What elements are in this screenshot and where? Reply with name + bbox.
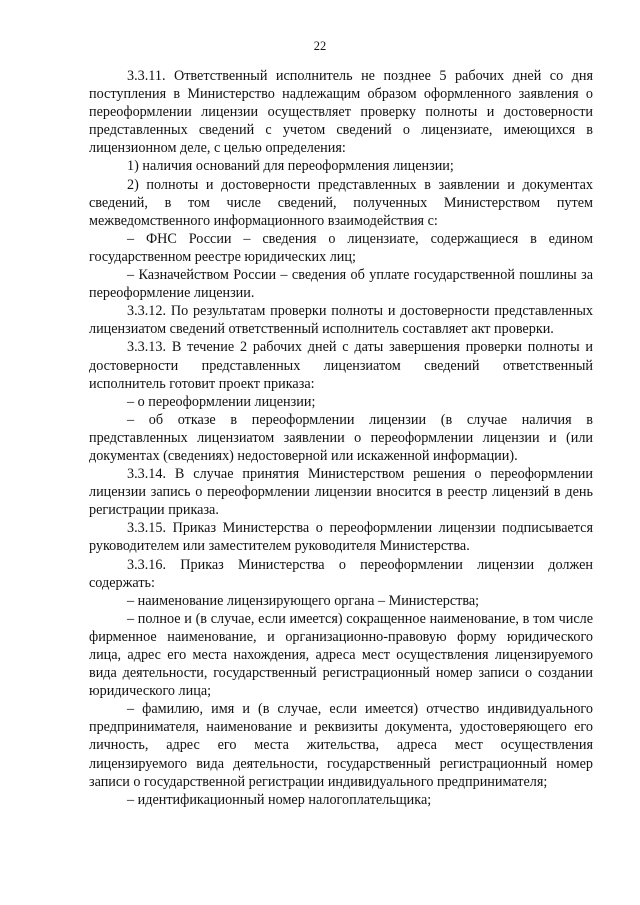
clause-3-3-16: 3.3.16. Приказ Министерства о переоформлении лицензии должен содержать: — [89, 556, 593, 591]
list-item-2: 2) полноты и достоверности представленных в заявлении и документах сведений, в том числе сведений, полученных Министерством путем межведомственного информационного взаимодействия с: — [89, 176, 593, 229]
clause-3-3-14: 3.3.14. В случае принятия Министерством решения о переоформлении лицензии запись о переоформлении лицензии вносится в реестр лицензий в день регистрации приказа. — [89, 466, 593, 519]
document-body — [89, 67, 593, 809]
clause-3-3-12: 3.3.12. По результатам проверки полноты и достоверности представленных лицензиатом сведений ответственный исполнитель составляет акт проверки. — [89, 303, 593, 338]
dash-item-authority: – наименование лицензирующего органа – Министерства; — [127, 592, 480, 609]
clause-3-3-15: 3.3.15. Приказ Министерства о переоформлении лицензии подписывается руководителем или заместителем руководителя Министерства. — [89, 520, 593, 555]
list-item-1: 1) наличия оснований для переоформления лицензии; — [127, 158, 454, 175]
dash-item-legal-entity: – полное и (в случае, если имеется) сокращенное наименование, в том числе фирменное наименование, и организационно-правовую форму юридического лица, адрес его места нахождения, адреса мест осуществления лицензируемого вида деятельности, государственный регистрационный номер записи о создании юридического лица; — [89, 610, 593, 700]
dash-item-refusal: – об отказе в переоформлении лицензии (в случае наличия в представленных лицензиатом заявлении о переоформлении лицензии и (или документах (сведениях) недостоверной или искаженной информации). — [89, 411, 593, 464]
page-number: 22 — [313, 39, 327, 53]
dash-item-inn: – идентификационный номер налогоплательщика; — [127, 791, 432, 808]
clause-3-3-13: 3.3.13. В течение 2 рабочих дней с даты завершения проверки полноты и достоверности представленных лицензиатом сведений ответственный исполнитель готовит проект приказа: — [89, 339, 593, 392]
dash-item-fns: – ФНС России – сведения о лицензиате, содержащиеся в едином государственном реестре юридических лиц; — [89, 230, 593, 265]
dash-item-reissue: – о переоформлении лицензии; — [127, 393, 316, 410]
dash-item-treasury: – Казначейством России – сведения об уплате государственной пошлины за переоформление лицензии. — [89, 267, 593, 302]
clause-3-3-11: 3.3.11. Ответственный исполнитель не позднее 5 рабочих дней со дня поступления в Министерство надлежащим образом оформленного заявления о переоформлении лицензии осуществляет проверку полноты и достоверности представленных сведений с учетом сведений о лицензиате, имеющихся в лицензионном деле, с целью определения: — [89, 68, 593, 157]
dash-item-entrepreneur: – фамилию, имя и (в случае, если имеется) отчество индивидуального предпринимателя, наименование и реквизиты документа, удостоверяющего его личность, адрес его места жительства, адреса мест осуществления лицензируемого вида деятельности, государственный регистрационный номер записи о государственной регистрации индивидуального предпринимателя; — [89, 701, 593, 790]
